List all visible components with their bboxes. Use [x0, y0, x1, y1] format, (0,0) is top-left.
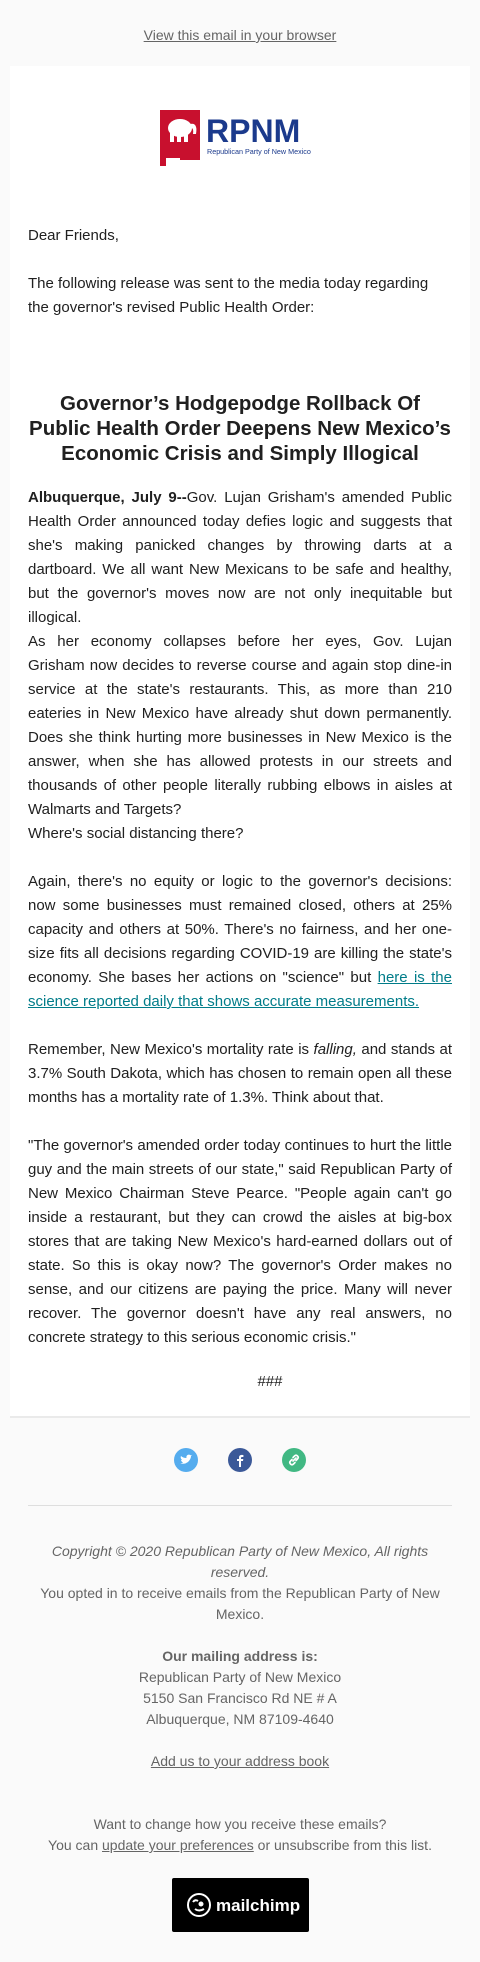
- view-in-browser-link[interactable]: View this email in your browser: [143, 27, 337, 43]
- greeting: Dear Friends,: [28, 227, 119, 244]
- footer-divider: [28, 1505, 452, 1506]
- email-body: [10, 66, 470, 1418]
- paragraph-4-text: Again, there's no equity or logic to the governor's decisions: now some businesses must remained closed, others at 25% capacity and others at 50%. There's no fairness, and her one-size fits all decisions regarding COVID-19 are killing the state's economy. She bases her actions on "science" but: [28, 873, 452, 986]
- rpnm-logo: [160, 108, 330, 170]
- freddie-icon: [188, 1894, 210, 1916]
- paragraph-3: Where's social distancing there?: [28, 825, 244, 842]
- mailing-org: Republican Party of New Mexico: [138, 1669, 342, 1685]
- dateline: Albuquerque, July 9--: [28, 489, 187, 506]
- update-preferences-link[interactable]: update your preferences: [102, 1837, 254, 1853]
- copyright-notice: Copyright © 2020 Republican Party of New Mexico, All rights reserved.: [51, 1543, 429, 1580]
- add-address-book-link[interactable]: Add us to your address book: [150, 1753, 330, 1769]
- end-marker: ###: [257, 1373, 283, 1390]
- preferences-line: [28, 1835, 452, 1856]
- paragraph-1: [28, 486, 452, 630]
- mailchimp-wordmark: mailchimp: [216, 1896, 301, 1915]
- emphasis-falling: falling,: [313, 1041, 357, 1058]
- chairman-quote: "The governor's amended order today continues to hurt the little guy and the main streets of our state," said Republican Party of New Mexico Chairman Steve Pearce. "People again can't go inside a restaurant, but they can crowd the aisles at big-box stores that are taking New Mexico's hard-earned dollars out of state. So this is okay now? The governor's Order makes no sense, and our citizens are paying the price. Many will never recover. The governor doesn't have any real answers, no concrete strategy to this serious economic crisis.": [28, 1137, 452, 1346]
- paragraph-5: [28, 1038, 452, 1110]
- unsubscribe-text: or unsubscribe from this list.: [253, 1837, 432, 1853]
- paragraph-5-text-a: Remember, New Mexico's mortality rate is: [28, 1041, 314, 1058]
- logo-wordmark: RPNM: [206, 113, 301, 149]
- facebook-icon[interactable]: [228, 1448, 252, 1472]
- change-preferences-question: Want to change how you receive these emails?: [93, 1816, 387, 1832]
- mailing-address-heading: Our mailing address is:: [162, 1648, 318, 1664]
- paragraph-5-text-b: and stands at 3.7% South Dakota, which has chosen to remain open all these months has a mortality rate of 1.3%. Think about that.: [28, 1041, 452, 1106]
- paragraph-2: As her economy collapses before her eyes, Gov. Lujan Grisham now decides to reverse course and again stop dine-in service at the state's restaurants. This, as more than 210 eateries in New Mexico have already shut down permanently. Does she think hurting more businesses in New Mexico is the answer, when she has allowed protests in our streets and thousands of other people literally rubbing elbows in aisles at Walmarts and Targets?: [28, 633, 452, 818]
- preheader: [0, 0, 480, 75]
- press-release-headline: Governor’s Hodgepodge Rollback Of Public Health Order Deepens New Mexico’s Economic Crisis and Simply Illogical: [29, 392, 451, 465]
- social-links: [0, 1448, 480, 1474]
- mailing-street: 5150 San Francisco Rd NE # A: [143, 1690, 337, 1706]
- logo-subtitle: Republican Party of New Mexico: [207, 147, 311, 156]
- twitter-icon[interactable]: [174, 1448, 198, 1472]
- mailing-city: Albuquerque, NM 87109-4640: [146, 1711, 334, 1727]
- mailchimp-badge[interactable]: [172, 1878, 309, 1932]
- paragraph-1-text: Gov. Lujan Grisham's amended Public Health Order announced today defies logic and suggests that she's making panicked changes by throwing darts at a dartboard. We all want New Mexicans to be safe and healthy, but the governor's moves now are not only inequitable but illogical.: [28, 489, 452, 626]
- opt-in-notice: You opted in to receive emails from the Republican Party of New Mexico.: [40, 1585, 440, 1622]
- science-data-link[interactable]: here is the science reported daily that shows accurate measurements.: [28, 969, 452, 1010]
- preferences-prefix: You can: [48, 1837, 103, 1853]
- address-book-link-row: [28, 1751, 452, 1772]
- intro-paragraph: The following release was sent to the media today regarding the governor's revised Public Health Order:: [28, 275, 429, 316]
- paragraph-4: [28, 870, 452, 1014]
- website-link-icon[interactable]: [282, 1448, 306, 1472]
